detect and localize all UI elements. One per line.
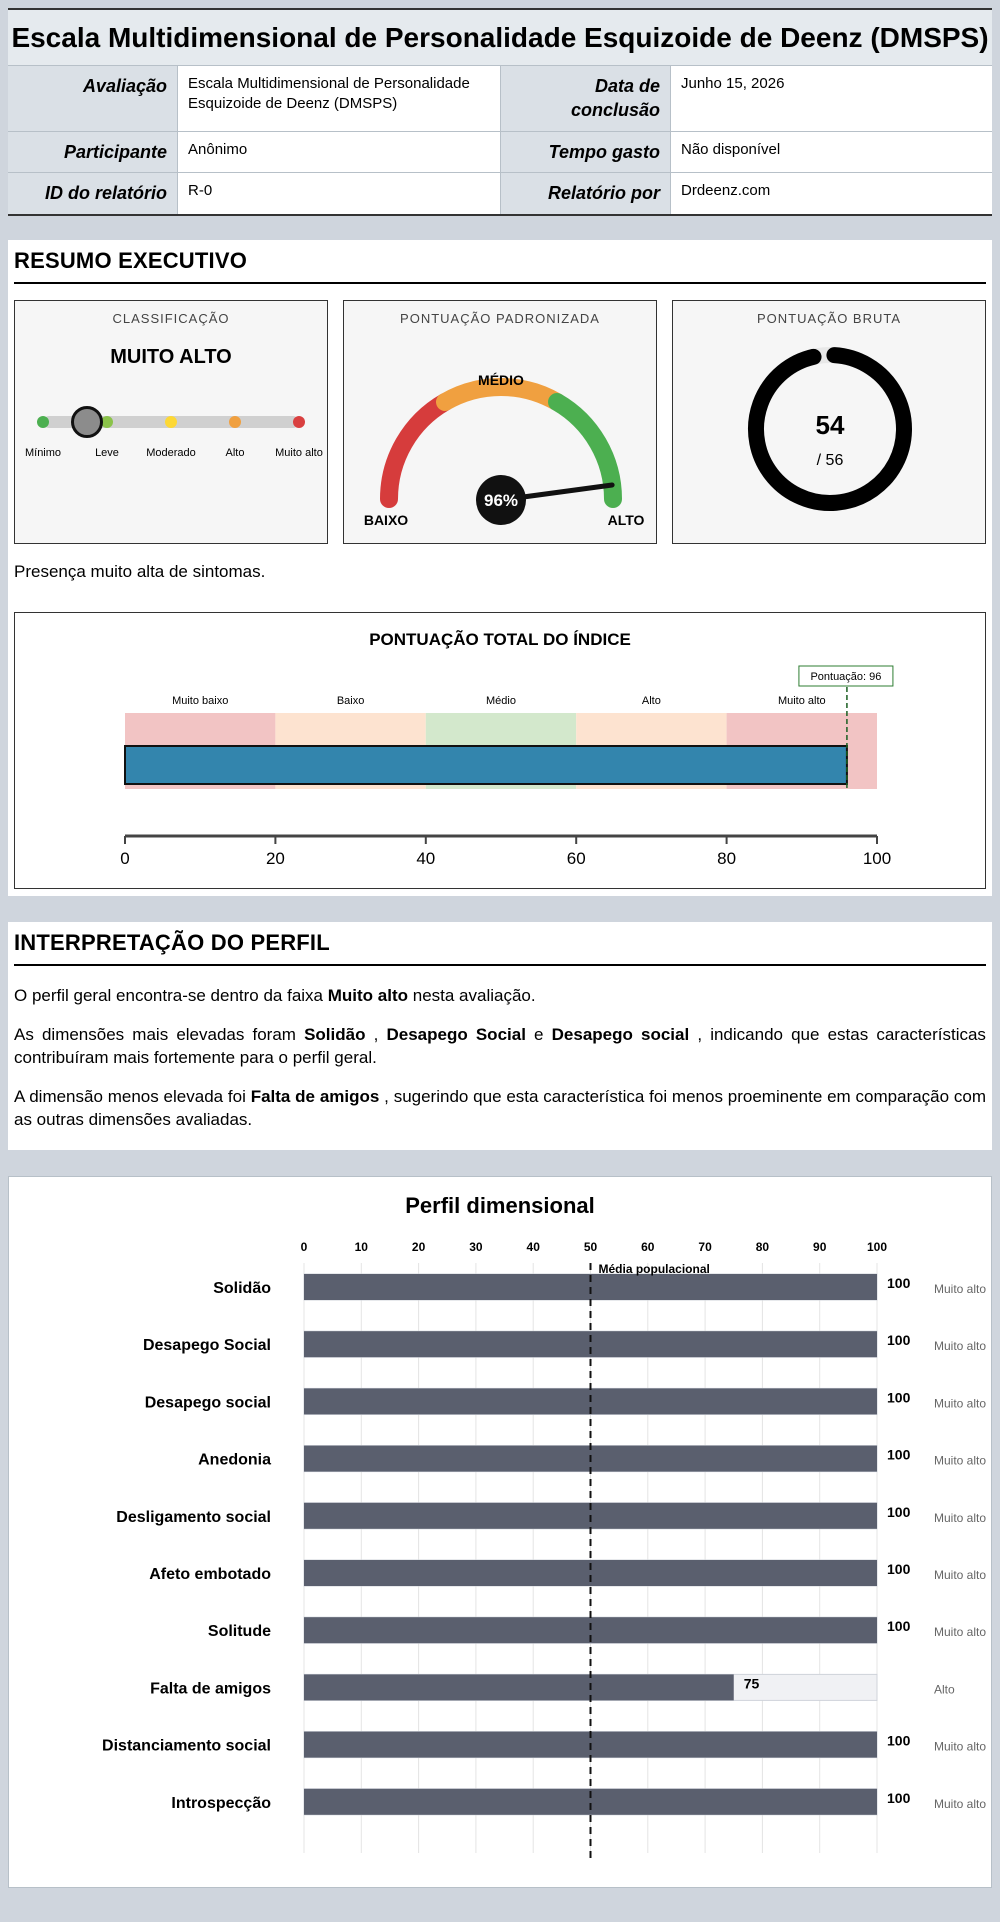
index-band-label: Baixo bbox=[336, 695, 365, 707]
gauge-arc-mid bbox=[445, 387, 557, 402]
classification-dot bbox=[101, 416, 113, 428]
p1-text: O perfil geral encontra-se dentro da faixa bbox=[14, 986, 324, 1005]
raw-score-value: 54 bbox=[815, 410, 845, 440]
raw-score-title: PONTUAÇÃO BRUTA bbox=[756, 311, 902, 326]
p2-dimension-1: Solidão bbox=[304, 1025, 366, 1044]
p1-range: Muito alto bbox=[327, 986, 409, 1005]
profile-bar-value: 75 bbox=[743, 1675, 760, 1692]
standardized-score-card bbox=[343, 300, 657, 544]
index-chart-box bbox=[14, 612, 986, 889]
gauge-value: 96% bbox=[483, 491, 519, 510]
index-chart-title: PONTUAÇÃO TOTAL DO ÍNDICE bbox=[369, 630, 631, 649]
classification-level-label: Moderado bbox=[146, 447, 196, 459]
profile-axis-tick-label: 60 bbox=[641, 1240, 655, 1254]
index-band-label: Médio bbox=[486, 695, 516, 707]
profile-chart-title: Perfil dimensional bbox=[405, 1193, 595, 1218]
profile-axis-tick-label: 70 bbox=[698, 1240, 712, 1254]
profile-bar-value: 100 bbox=[887, 1561, 911, 1577]
p1-text-end: nesta avaliação. bbox=[412, 986, 536, 1005]
meta-value-completion-date: Junho 15, 2026 bbox=[671, 66, 992, 132]
gauge-mid-label: MÉDIO bbox=[478, 372, 524, 388]
classification-level-label: Alto bbox=[225, 447, 245, 459]
profile-axis-tick-label: 90 bbox=[813, 1240, 827, 1254]
index-axis-tick-label: 40 bbox=[416, 849, 436, 868]
profile-axis-tick-label: 50 bbox=[583, 1240, 598, 1254]
meta-value-participant: Anônimo bbox=[178, 132, 501, 173]
p2-separator-2: e bbox=[534, 1025, 544, 1044]
interpretation-paragraph-1 bbox=[14, 984, 986, 1007]
profile-bar-level: Muito alto bbox=[934, 1339, 987, 1354]
profile-bar bbox=[304, 1674, 734, 1700]
profile-category-label: Introspecção bbox=[171, 1794, 271, 1812]
profile-bar-level: Muito alto bbox=[934, 1510, 987, 1525]
profile-category-label: Afeto embotado bbox=[149, 1566, 271, 1583]
meta-value-report-id: R-0 bbox=[178, 173, 501, 214]
profile-bar-value: 100 bbox=[887, 1789, 911, 1806]
raw-score-card bbox=[672, 300, 986, 544]
profile-bar-level: Muito alto bbox=[934, 1282, 987, 1296]
raw-score-ring bbox=[673, 331, 987, 541]
p3-text-end: , sugerindo que esta característica foi menos proeminente em comparação com as outras dimensões avaliadas. bbox=[14, 1087, 986, 1129]
profile-bar-value: 100 bbox=[887, 1732, 911, 1749]
interpretation-title: INTERPRETAÇÃO DO PERFIL bbox=[14, 930, 986, 966]
profile-category-label: Solidão bbox=[213, 1280, 271, 1297]
raw-score-max: / 56 bbox=[816, 452, 844, 469]
index-score-bar bbox=[125, 746, 847, 784]
profile-axis-tick-label: 40 bbox=[526, 1240, 540, 1254]
index-band-label: Alto bbox=[641, 695, 661, 707]
interpretation-paragraph-2 bbox=[14, 1023, 986, 1069]
gauge-low-label: BAIXO bbox=[363, 512, 409, 528]
index-chart bbox=[15, 613, 985, 888]
profile-bar-level: Muito alto bbox=[934, 1396, 987, 1411]
classification-dot bbox=[37, 416, 49, 428]
classification-dot bbox=[165, 416, 177, 428]
classification-level-label: Muito alto bbox=[275, 447, 323, 459]
summary-cards bbox=[14, 300, 986, 544]
report-header bbox=[8, 8, 992, 216]
index-score-label: Pontuação: 96 bbox=[810, 671, 882, 683]
meta-value-time-spent: Não disponível bbox=[671, 132, 992, 173]
dimensional-profile-chart bbox=[9, 1177, 991, 1887]
summary-text: Presença muito alta de sintomas. bbox=[14, 562, 266, 581]
index-band-label: Muito baixo bbox=[172, 695, 229, 707]
report-title: Escala Multidimensional de Personalidade Esquizoide de Deenz (DMSPS) bbox=[8, 10, 992, 66]
standardized-gauge bbox=[344, 331, 658, 541]
classification-card-title: CLASSIFICAÇÃO bbox=[112, 311, 230, 326]
profile-bar-value: 100 bbox=[887, 1618, 911, 1635]
profile-bar-value: 100 bbox=[887, 1446, 911, 1463]
profile-bar-level: Alto bbox=[934, 1682, 955, 1697]
p3-text: A dimensão menos elevada foi bbox=[14, 1087, 246, 1106]
profile-bar-level: Muito alto bbox=[934, 1453, 987, 1468]
p2-dimension-3: Desapego social bbox=[551, 1025, 690, 1044]
p2-dimension-2: Desapego Social bbox=[386, 1025, 526, 1044]
profile-category-label: Solitude bbox=[207, 1623, 271, 1641]
meta-value-report-by: Drdeenz.com bbox=[671, 173, 992, 214]
profile-axis-tick-label: 100 bbox=[866, 1240, 888, 1254]
profile-bar-level: Muito alto bbox=[934, 1568, 987, 1582]
profile-axis-tick-label: 10 bbox=[354, 1240, 368, 1254]
profile-bar-level: Muito alto bbox=[934, 1796, 987, 1811]
p2-text: As dimensões mais elevadas foram bbox=[14, 1025, 296, 1044]
meta-label-report-id: ID do relatório bbox=[8, 173, 178, 214]
classification-level-label: Mínimo bbox=[24, 447, 62, 459]
meta-value-assessment: Escala Multidimensional de Personalidade Esquizoide de Deenz (DMSPS) bbox=[178, 66, 501, 132]
profile-category-label: Desapego Social bbox=[142, 1337, 271, 1355]
index-axis-tick-label: 20 bbox=[265, 849, 285, 868]
executive-summary-title: RESUMO EXECUTIVO bbox=[14, 248, 986, 284]
index-axis-tick-label: 100 bbox=[862, 849, 892, 868]
classification-dot bbox=[229, 416, 241, 428]
profile-bar-value: 100 bbox=[887, 1275, 911, 1291]
index-axis-tick-label: 60 bbox=[566, 849, 586, 868]
gauge-arc-low bbox=[389, 402, 445, 499]
p2-separator-1: , bbox=[373, 1025, 379, 1044]
meta-label-participant: Participante bbox=[8, 132, 178, 173]
p2-text-end: , indicando que estas características contribuíram mais fortemente para o perfil geral. bbox=[14, 1025, 986, 1067]
gauge-high-label: ALTO bbox=[607, 512, 645, 528]
meta-label-completion-date: Data de conclusão bbox=[501, 66, 671, 132]
profile-bar-value: 100 bbox=[887, 1389, 911, 1406]
index-axis-tick-label: 0 bbox=[120, 849, 130, 868]
interpretation-section bbox=[8, 922, 992, 1150]
meta-label-report-by: Relatório por bbox=[501, 173, 671, 214]
dimensional-profile-box bbox=[8, 1176, 992, 1888]
interpretation-paragraph-3 bbox=[14, 1085, 986, 1131]
classification-level-label: Leve bbox=[95, 447, 119, 459]
standardized-score-title: PONTUAÇÃO PADRONIZADA bbox=[400, 311, 600, 326]
profile-bar-level: Muito alto bbox=[934, 1739, 987, 1754]
executive-summary-section bbox=[8, 240, 992, 896]
profile-category-label: Desligamento social bbox=[116, 1508, 271, 1526]
profile-reference-label: Média populacional bbox=[598, 1262, 710, 1276]
profile-category-label: Anedonia bbox=[198, 1451, 271, 1469]
meta-label-time-spent: Tempo gasto bbox=[501, 132, 671, 173]
profile-axis-tick-label: 0 bbox=[300, 1240, 308, 1254]
classification-dot bbox=[293, 416, 305, 428]
classification-active-marker bbox=[71, 406, 103, 438]
classification-value: MUITO ALTO bbox=[110, 346, 232, 368]
profile-category-label: Desapego social bbox=[144, 1394, 271, 1412]
profile-axis-tick-label: 80 bbox=[755, 1240, 770, 1254]
profile-category-label: Falta de amigos bbox=[150, 1680, 271, 1698]
index-axis-tick-label: 80 bbox=[717, 849, 737, 868]
p3-dimension: Falta de amigos bbox=[250, 1087, 380, 1106]
profile-axis-tick-label: 20 bbox=[411, 1240, 426, 1254]
profile-bar-value: 100 bbox=[887, 1503, 911, 1520]
index-band-label: Muito alto bbox=[777, 695, 826, 707]
profile-bar-level: Muito alto bbox=[934, 1625, 987, 1640]
profile-axis-tick-label: 30 bbox=[469, 1240, 483, 1254]
report-meta-table bbox=[8, 66, 992, 214]
meta-label-assessment: Avaliação bbox=[8, 66, 178, 132]
profile-bar-value: 100 bbox=[887, 1332, 911, 1349]
classification-card bbox=[14, 300, 328, 544]
profile-category-label: Distanciamento social bbox=[102, 1737, 271, 1755]
